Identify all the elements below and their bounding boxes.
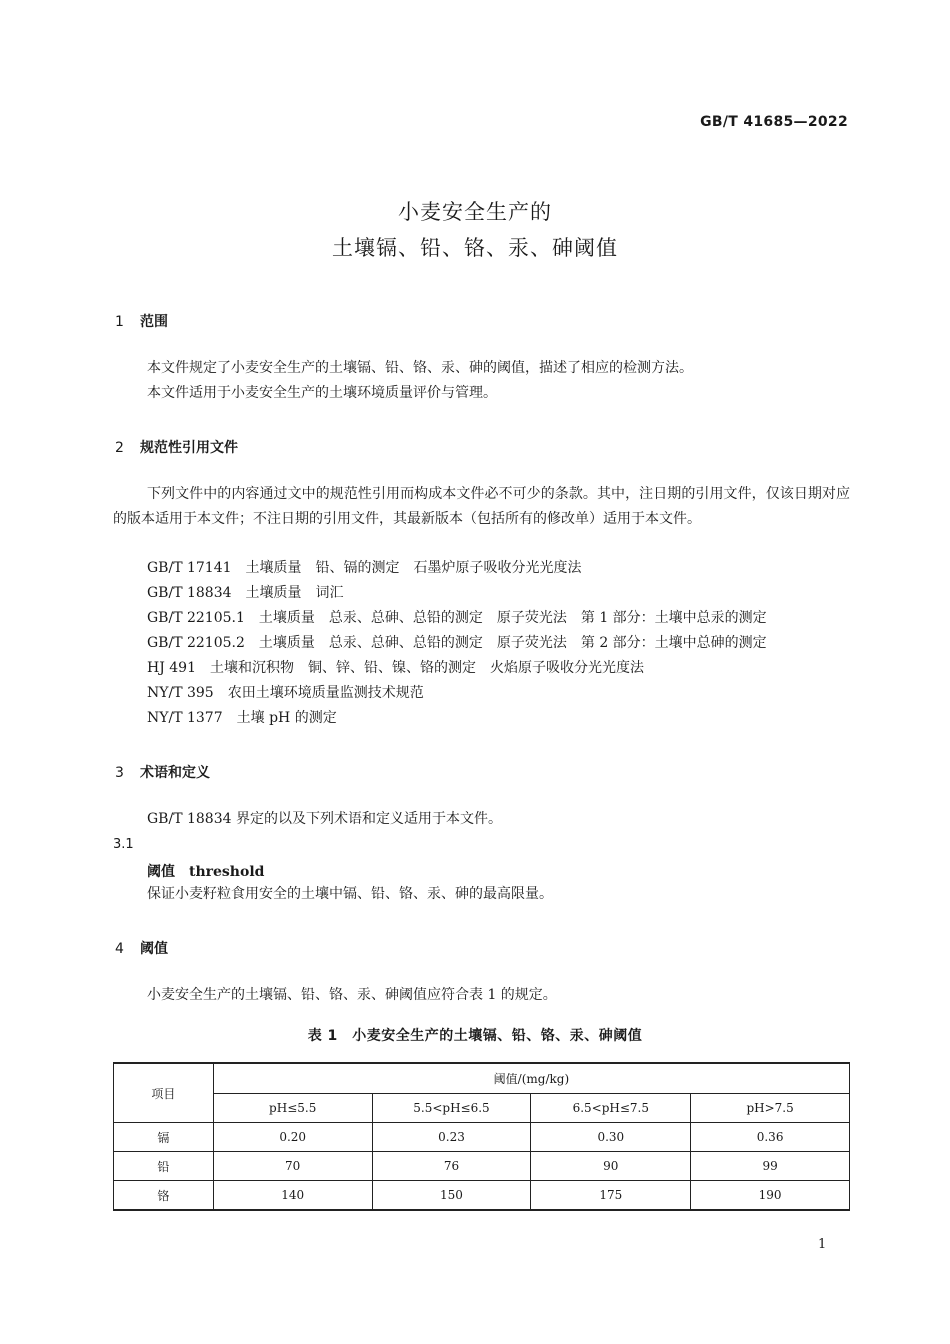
section-number: 2 [115, 440, 124, 456]
reference-item: HJ 491 土壤和沉积物 铜、锌、铅、镍、铬的测定 火焰原子吸收分光光度法 [147, 660, 644, 676]
document-title-line2: 土壤镉、铅、铬、汞、砷阈值 [332, 236, 618, 260]
table-cell: 0.23 [372, 1123, 531, 1152]
reference-item: NY/T 395 农田土壤环境质量监测技术规范 [147, 685, 424, 701]
table-cell: 190 [691, 1181, 850, 1211]
reference-item: GB/T 17141 土壤质量 铅、镉的测定 石墨炉原子吸收分光光度法 [147, 560, 582, 576]
table-cell: 175 [531, 1181, 691, 1211]
section-number: 1 [115, 314, 124, 330]
table-cell: 140 [213, 1181, 372, 1211]
term-english: threshold [189, 864, 265, 880]
section-title: 术语和定义 [140, 765, 210, 781]
table-cell: 90 [531, 1152, 691, 1181]
document-title-line1: 小麦安全生产的 [398, 200, 552, 224]
term-chinese: 阈值 [147, 864, 175, 880]
term-number: 3.1 [113, 837, 134, 852]
table-cell: 0.30 [531, 1123, 691, 1152]
reference-item: GB/T 18834 土壤质量 词汇 [147, 585, 344, 601]
term-heading [147, 861, 264, 881]
table-row [114, 1152, 850, 1181]
section-number: 3 [115, 765, 124, 781]
table-cell: 0.36 [691, 1123, 850, 1152]
term-definition: 保证小麦籽粒食用安全的土壤中镉、铅、铬、汞、砷的最高限量。 [147, 886, 553, 902]
table-column-header: 6.5<pH≤7.5 [531, 1094, 691, 1123]
table-cell: 99 [691, 1152, 850, 1181]
section-title: 范围 [140, 314, 168, 330]
reference-item: GB/T 22105.2 土壤质量 总汞、总砷、总铅的测定 原子荧光法 第 2 部分：土壤中总砷的测定 [147, 635, 767, 651]
page-number: 1 [818, 1237, 827, 1252]
table-row-label: 铅 [114, 1152, 214, 1181]
section-heading-threshold [115, 938, 168, 958]
section-heading-terms [115, 762, 210, 782]
terms-intro: GB/T 18834 界定的以及下列术语和定义适用于本文件。 [147, 811, 502, 827]
table-header-group: 阈值/(mg/kg) [213, 1063, 849, 1094]
normative-intro: 下列文件中的内容通过文中的规范性引用而构成本文件必不可少的条款。其中，注日期的引用文件，仅该日期对应的版本适用于本文件；不注日期的引用文件，其最新版本（包括所有的修改单）适用于本文件。 [113, 486, 850, 527]
table-cell: 76 [372, 1152, 531, 1181]
table-row [114, 1181, 850, 1211]
table-column-header: pH≤5.5 [213, 1094, 372, 1123]
scope-paragraph-1: 本文件规定了小麦安全生产的土壤镉、铅、铬、汞、砷的阈值，描述了相应的检测方法。 [147, 360, 693, 376]
standard-code: GB/T 41685—2022 [700, 114, 848, 130]
table-cell: 150 [372, 1181, 531, 1211]
table-caption: 表 1 小麦安全生产的土壤镉、铅、铬、汞、砷阈值 [307, 1028, 643, 1044]
section-title: 规范性引用文件 [140, 440, 238, 456]
table-row-label: 镉 [114, 1123, 214, 1152]
table-row-label: 铬 [114, 1181, 214, 1211]
reference-item: GB/T 22105.1 土壤质量 总汞、总砷、总铅的测定 原子荧光法 第 1 部分：土壤中总汞的测定 [147, 610, 767, 626]
threshold-intro: 小麦安全生产的土壤镉、铅、铬、汞、砷阈值应符合表 1 的规定。 [147, 987, 557, 1003]
section-number: 4 [115, 941, 124, 957]
scope-paragraph-2: 本文件适用于小麦安全生产的土壤环境质量评价与管理。 [147, 385, 497, 401]
reference-item: NY/T 1377 土壤 pH 的测定 [147, 710, 337, 726]
table-row [114, 1123, 850, 1152]
table-column-header: 5.5<pH≤6.5 [372, 1094, 531, 1123]
section-heading-normative [115, 437, 238, 457]
table-header-item: 项目 [114, 1063, 214, 1123]
section-heading-scope [115, 311, 168, 331]
threshold-table [113, 1062, 850, 1211]
section-title: 阈值 [140, 941, 168, 957]
table-cell: 70 [213, 1152, 372, 1181]
table-cell: 0.20 [213, 1123, 372, 1152]
table-column-header: pH>7.5 [691, 1094, 850, 1123]
